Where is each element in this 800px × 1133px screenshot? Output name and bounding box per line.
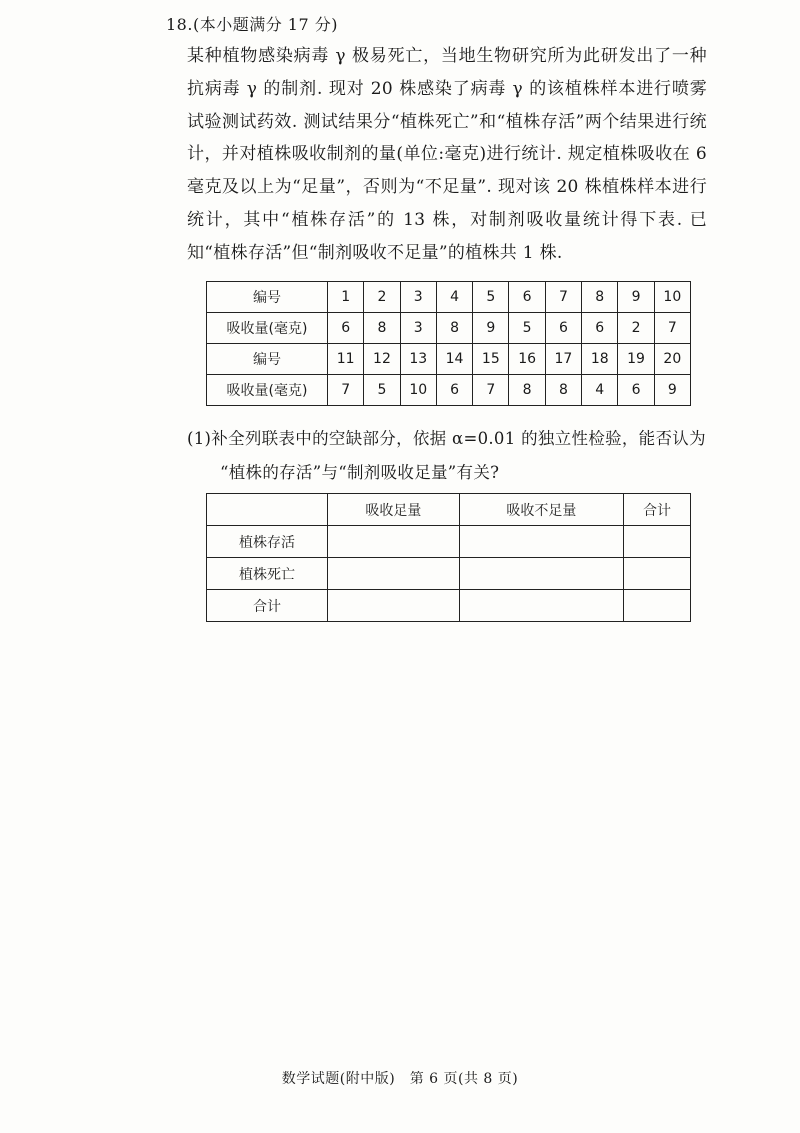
absorption-table-cell: 16	[509, 344, 545, 375]
absorption-table-cell: 10	[654, 282, 690, 313]
contingency-header-cell: 吸收足量	[328, 494, 460, 526]
absorption-table-cell: 12	[364, 344, 400, 375]
sub-question-line-2: “植株的存活”与“制剂吸收足量”有关?	[220, 463, 500, 482]
contingency-blank-cell	[623, 590, 690, 622]
contingency-row	[207, 558, 691, 590]
absorption-table-cell: 2	[364, 282, 400, 313]
absorption-table-row	[207, 375, 691, 406]
absorption-table-cell: 6	[582, 313, 618, 344]
absorption-table-cell: 4	[582, 375, 618, 406]
contingency-row-label: 植株死亡	[207, 558, 328, 590]
absorption-table-cell: 20	[654, 344, 690, 375]
absorption-table-cell: 7	[654, 313, 690, 344]
contingency-blank-cell	[623, 558, 690, 590]
absorption-table-cell: 1	[328, 282, 364, 313]
absorption-table-cell: 3	[400, 282, 436, 313]
absorption-table-row	[207, 313, 691, 344]
contingency-blank-cell	[328, 558, 460, 590]
absorption-table-cell: 19	[618, 344, 654, 375]
absorption-table-cell: 5	[473, 282, 509, 313]
absorption-table-cell: 13	[400, 344, 436, 375]
absorption-table-cell: 2	[618, 313, 654, 344]
absorption-table-cell: 4	[436, 282, 472, 313]
absorption-row-label: 编号	[207, 344, 328, 375]
absorption-table-cell: 7	[473, 375, 509, 406]
contingency-header-cell	[207, 494, 328, 526]
absorption-table	[206, 281, 691, 406]
contingency-blank-cell	[623, 526, 690, 558]
absorption-table-cell: 7	[545, 282, 581, 313]
contingency-blank-cell	[459, 526, 623, 558]
contingency-blank-cell	[328, 526, 460, 558]
contingency-header-cell: 吸收不足量	[459, 494, 623, 526]
absorption-table-cell: 8	[545, 375, 581, 406]
absorption-table-row	[207, 282, 691, 313]
absorption-table-cell: 10	[400, 375, 436, 406]
absorption-table-cell: 8	[582, 282, 618, 313]
absorption-row-label: 吸收量(毫克)	[207, 313, 328, 344]
absorption-table-cell: 6	[328, 313, 364, 344]
absorption-table-cell: 7	[328, 375, 364, 406]
page-footer: 数学试题(附中版) 第 6 页(共 8 页)	[281, 1071, 519, 1087]
absorption-table-cell: 3	[400, 313, 436, 344]
absorption-table-cell: 6	[509, 282, 545, 313]
absorption-table-cell: 8	[364, 313, 400, 344]
absorption-table-cell: 14	[436, 344, 472, 375]
question-paragraph	[187, 40, 707, 270]
absorption-table-row	[207, 344, 691, 375]
sub-question	[187, 422, 707, 490]
contingency-header-cell: 合计	[623, 494, 690, 526]
absorption-table-cell: 9	[654, 375, 690, 406]
contingency-header-row	[207, 494, 691, 526]
absorption-row-label: 吸收量(毫克)	[207, 375, 328, 406]
absorption-table-cell: 9	[618, 282, 654, 313]
absorption-table-cell: 8	[436, 313, 472, 344]
absorption-row-label: 编号	[207, 282, 328, 313]
absorption-table-cell: 6	[618, 375, 654, 406]
absorption-table-cell: 11	[328, 344, 364, 375]
absorption-table-cell: 15	[473, 344, 509, 375]
question-header: 18.(本小题满分 17 分)	[166, 15, 338, 34]
contingency-row	[207, 526, 691, 558]
contingency-row-label: 合计	[207, 590, 328, 622]
absorption-table-cell: 5	[509, 313, 545, 344]
absorption-table-cell: 5	[364, 375, 400, 406]
absorption-table-cell: 9	[473, 313, 509, 344]
contingency-row	[207, 590, 691, 622]
contingency-blank-cell	[459, 590, 623, 622]
absorption-table-cell: 6	[545, 313, 581, 344]
contingency-blank-cell	[328, 590, 460, 622]
question-text: 某种植物感染病毒 γ 极易死亡，当地生物研究所为此研发出了一种抗病毒 γ 的制剂. 现对 20 株感染了病毒 γ 的该植株样本进行喷雾试验测试药效. 测试结果分“植株死亡”和“植株存活”两个结果进行统计，并对植株吸收制剂的量(单位:毫克)进行统计. 规定植株吸收在 6 毫克及以上为“足量”，否则为“不足量”. 现对该 20 株植株样本进行统计，其中“植株存活”的 13 株，对制剂吸收量统计得下表. 已知“植株存活”但“制剂吸收不足量”的植株共 1 株.	[187, 46, 707, 263]
absorption-table-cell: 6	[436, 375, 472, 406]
absorption-table-cell: 17	[545, 344, 581, 375]
contingency-table	[206, 493, 691, 622]
sub-question-line-1: (1)补全列联表中的空缺部分，依据 α=0.01 的独立性检验，能否认为	[187, 429, 706, 448]
contingency-blank-cell	[459, 558, 623, 590]
absorption-table-cell: 18	[582, 344, 618, 375]
absorption-table-cell: 8	[509, 375, 545, 406]
contingency-row-label: 植株存活	[207, 526, 328, 558]
